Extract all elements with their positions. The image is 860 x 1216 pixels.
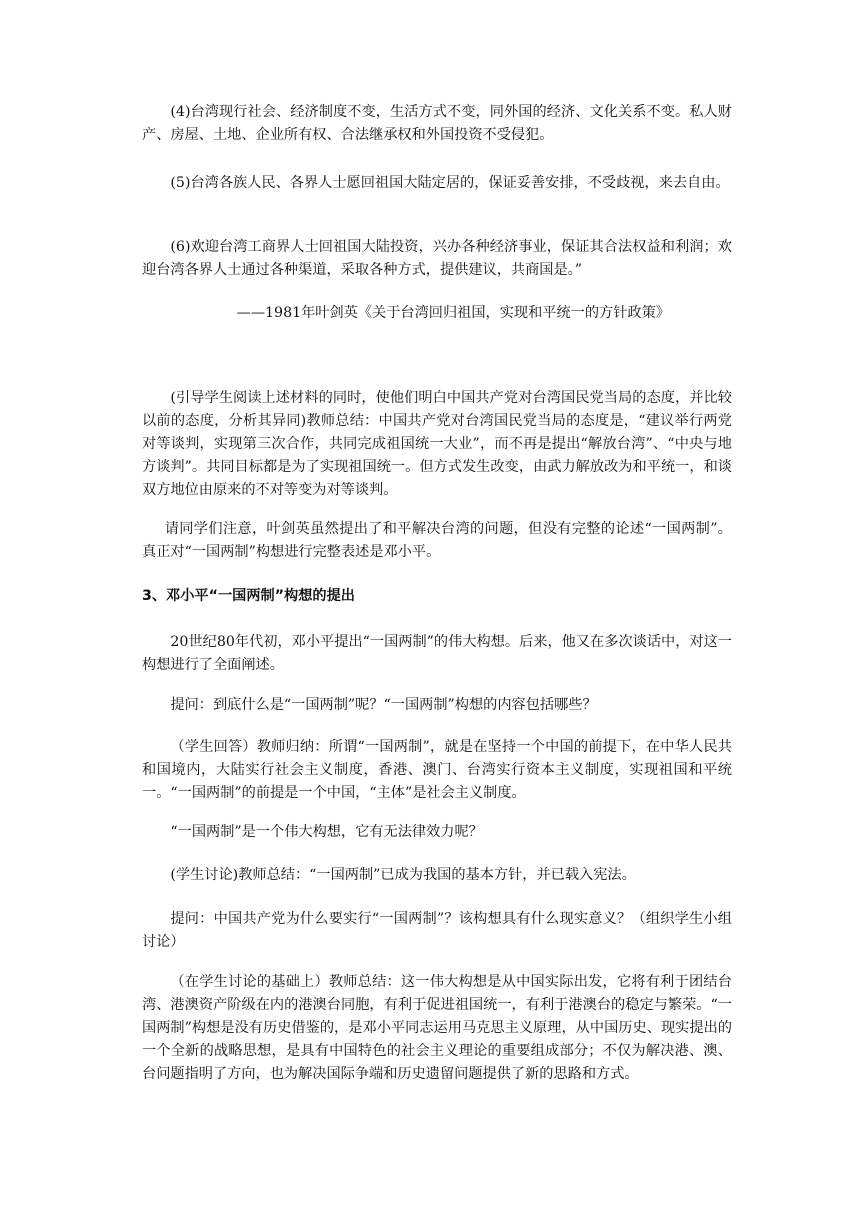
paragraph-policy-5: (5)台湾各族人民、各界人士愿回祖国大陆定居的，保证妥善安排，不受歧视，来去自由。	[170, 175, 730, 191]
paragraph-intro: 20世纪80年代初，邓小平提出“一国两制”的伟大构想。后来，他又在多次谈话中，对这一构想进行了全面阐述。	[142, 634, 732, 673]
paragraph-policy-4: (4)台湾现行社会、经济制度不变，生活方式不变，同外国的经济、文化关系不变。私人财产、房屋、土地、企业所有权、合法继承权和外国投资不受侵犯。	[142, 104, 732, 143]
section-heading: 3、邓小平“一国两制”构想的提出	[142, 588, 355, 604]
paragraph-answer-2: (学生讨论)教师总结：“一国两制”已成为我国的基本方针，并已载入宪法。	[170, 867, 636, 883]
paragraph-note: 请同学们注意，叶剑英虽然提出了和平解决台湾的问题，但没有完整的论述“一国两制”。真正对“一国两制”构想进行完整表述是邓小平。	[142, 521, 732, 560]
source-citation: ——1981年叶剑英《关于台湾回归祖国，实现和平统一的方针政策》	[236, 305, 670, 321]
paragraph-teacher-summary: (引导学生阅读上述材料的同时，使他们明白中国共产党对台湾国民党当局的态度，并比较以前的态度，分析其异同)教师总结：中国共产党对台湾国民党当局的态度是，“建议举行两党对等谈判，实现第三次合作，共同完成祖国统一大业”，而不再是提出“解放台湾”、“中央与地方谈判”。共同目标都是为了实现祖国统一。但方式发生改变，由武力解放改为和平统一，和谈双方地位由原来的不对等变为对等谈判。	[142, 390, 732, 498]
paragraph-question-3: 提问：中国共产党为什么要实行“一国两制”？该构想具有什么现实意义？（组织学生小组讨论）	[142, 911, 732, 950]
paragraph-question-1: 提问：到底什么是“一国两制”呢？“一国两制”构想的内容包括哪些？	[170, 697, 597, 713]
paragraph-question-2: “一国两制”是一个伟大构想，它有无法律效力呢？	[170, 824, 483, 840]
paragraph-policy-6: (6)欢迎台湾工商界人士回祖国大陆投资，兴办各种经济事业，保证其合法权益和利润；欢迎台湾各界人士通过各种渠道，采取各种方式，提供建议，共商国是。”	[142, 239, 732, 278]
paragraph-answer-1: （学生回答）教师归纳：所谓“一国两制”，就是在坚持一个中国的前提下，在中华人民共和国境内，大陆实行社会主义制度，香港、澳门、台湾实行资本主义制度，实现祖国和平统一。“一国两制”的前提是一个中国，“主体”是社会主义制度。	[142, 739, 732, 801]
paragraph-answer-3: （在学生讨论的基础上）教师总结：这一伟大构想是从中国实际出发，它将有利于团结台湾、港澳资产阶级在内的港澳台同胞，有利于促进祖国统一，有利于港澳台的稳定与繁荣。“一国两制”构想是没有历史借鉴的，是邓小平同志运用马克思主义原理，从中国历史、现实提出的一个全新的战略思想，是具有中国特色的社会主义理论的重要组成部分；不仅为解决港、澳、台问题指明了方向，也为解决国际争端和历史遗留问题提供了新的思路和方式。	[142, 974, 732, 1082]
